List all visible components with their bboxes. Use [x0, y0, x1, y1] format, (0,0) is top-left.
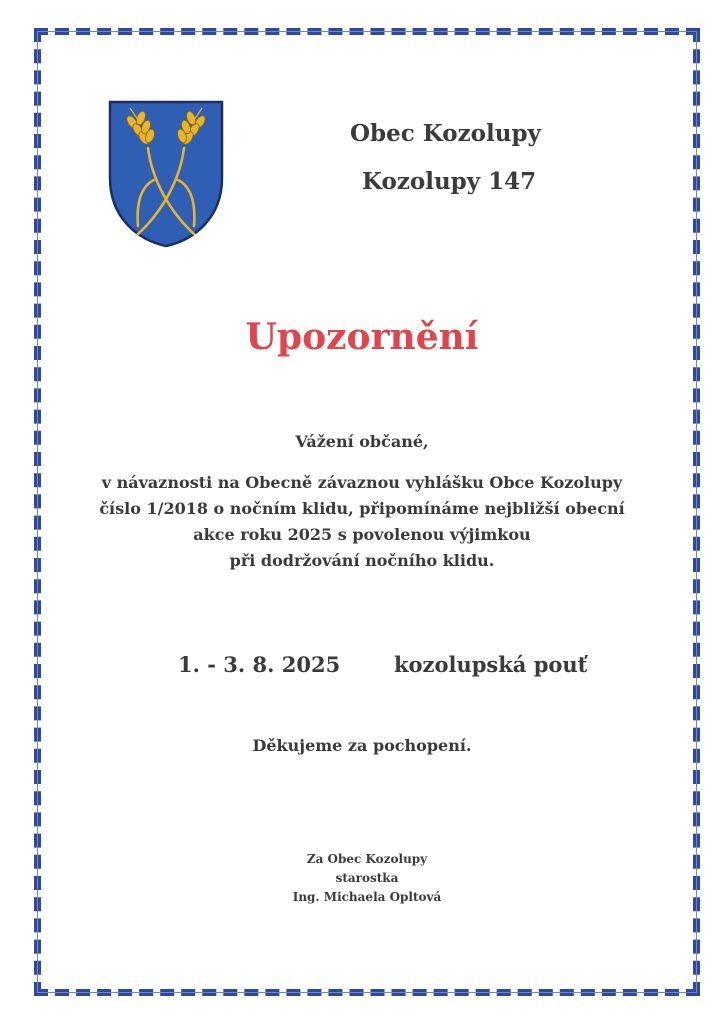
- coat-of-arms-icon: [108, 100, 224, 248]
- body-line: v návaznosti na Obecně závaznou vyhlášku Obce Kozolupy: [101, 473, 623, 492]
- notice-body: [0, 470, 724, 574]
- greeting: Vážení občané,: [295, 432, 429, 451]
- signature-block: [0, 850, 724, 907]
- signature-line-name: Ing. Michaela Opltová: [292, 890, 442, 904]
- municipality-address: Kozolupy 147: [362, 168, 537, 195]
- body-line: akce roku 2025 s povolenou výjimkou: [193, 525, 531, 544]
- event-name: kozolupská pouť: [394, 652, 588, 677]
- event-date: 1. - 3. 8. 2025: [178, 652, 341, 677]
- thanks-text: Děkujeme za pochopení.: [252, 736, 472, 755]
- notice-title: Upozornění: [245, 316, 479, 358]
- signature-line-organization: Za Obec Kozolupy: [306, 852, 428, 866]
- body-line: při dodržování nočního klidu.: [229, 551, 495, 570]
- signature-line-role: starostka: [335, 871, 399, 885]
- municipality-name: Obec Kozolupy: [350, 120, 541, 147]
- body-line: číslo 1/2018 o nočním klidu, připomínáme nejbližší obecní: [99, 499, 625, 518]
